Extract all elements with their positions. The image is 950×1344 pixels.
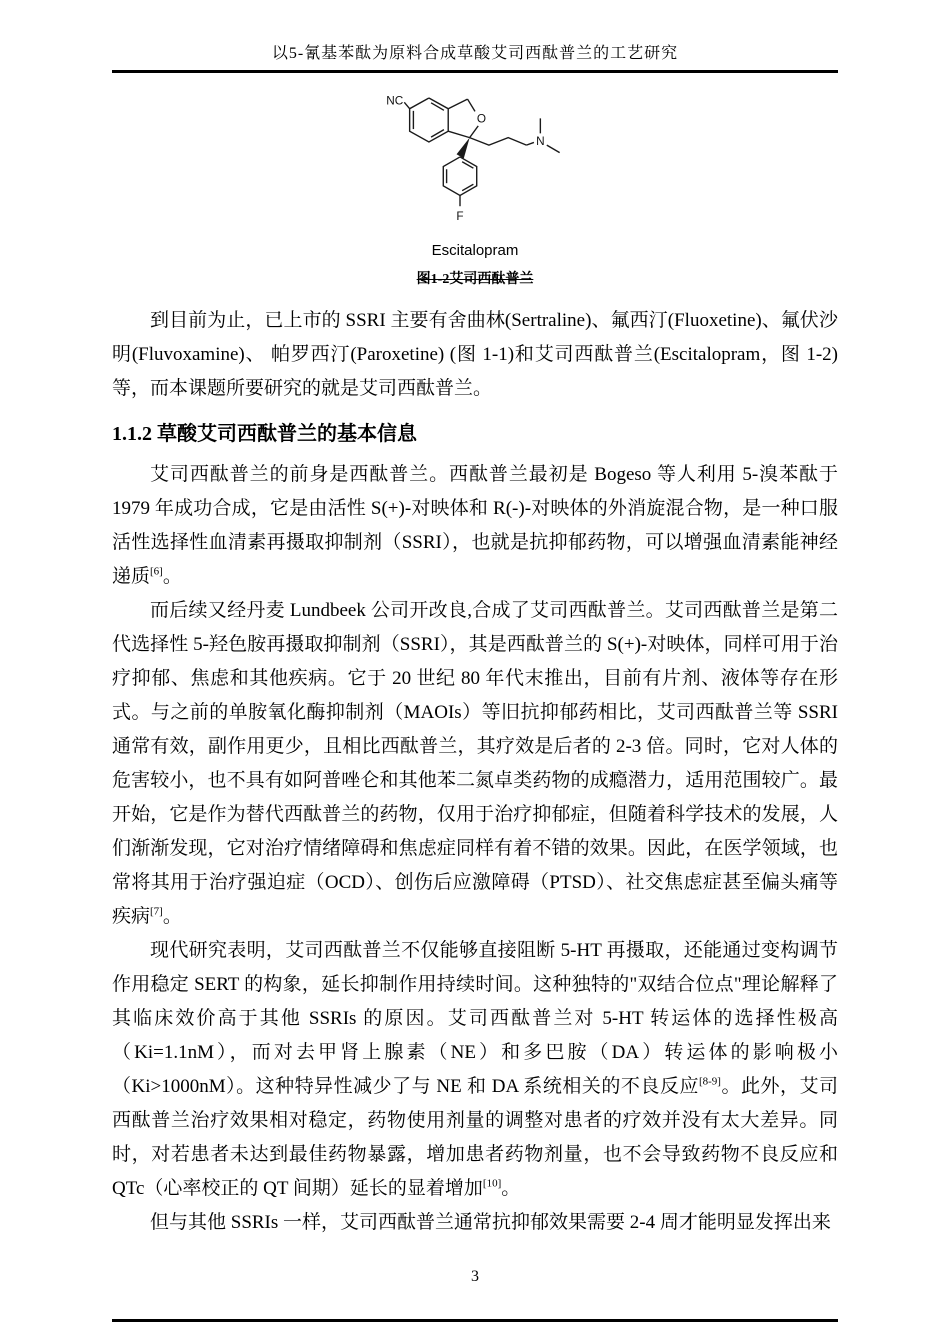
paragraph-modern-research (112, 934, 838, 1206)
section-heading-1-1-2: 1.1.2 草酸艾司西酞普兰的基本信息 (112, 423, 417, 445)
paragraph-escitalopram-development (112, 594, 838, 934)
nitrile-label: NC (386, 94, 404, 108)
text-run: 而后续又经丹麦 Lundbeek 公司开改良,合成了艾司西酞普兰。艾司西酞普兰是第二代选择性 5-羟色胺再摄取抑制剂（SSRI），其是西酞普兰的 S(+)-对映体，同样可用于治疗抑郁、焦虑和其他疾病。它于 20 世纪 80 年代末推出，目前有片剂、液体等存在形式。与之前的单胺氧化酶抑制剂（MAOIs）等旧抗抑郁药相比，艾司西酞普兰等 SSRI 通常有效，副作用更少，且相比西酞普兰，其疗效是后者的 2-3 倍。同时，它对人体的危害较小，也不具有如阿普唑仑和其他苯二氮卓类药物的成瘾潜力，适用范围较广。最开始，它是作为替代西酞普兰的药物，仅用于治疗抑郁症，但随着科学技术的发展，人们渐渐发现，它对治疗情绪障碍和焦虑症同样有着不错的效果。因此，在医学领域，也常将其用于治疗强迫症（OCD）、创伤后应激障碍（PTSD）、社交焦虑症甚至偏头痛等疾病 (112, 600, 838, 927)
citation-6: [6] (150, 565, 163, 578)
text-run: 现代研究表明，艾司西酞普兰不仅能够直接阻断 5-HT 再摄取，还能通过变构调节作用稳定 SERT 的构象，延长抑制作用持续时间。这种独特的"双结合位点"理论解释了其临床效价高于其他 SSRIs 的原因。艾司西酞普兰对 5-HT 转运体的选择性极高（Ki=1.1nM），而对去甲肾上腺素（NE）和多巴胺（DA）转运体的影响极小（Ki>1000nM）。这种特异性减少了与 NE 和 DA 系统相关的不良反应 (112, 940, 838, 1097)
nitrogen-label: N (536, 135, 545, 149)
citation-10: [10] (482, 1177, 502, 1190)
compound-name-label: Escitalopram (431, 242, 519, 259)
figure-1-2 (112, 83, 838, 288)
paragraph-ssri-overview: 到目前为止，已上市的 SSRI 主要有舍曲林(Sertraline)、氟西汀(Fluoxetine)、氟伏沙明(Fluvoxamine)、 帕罗西汀(Paroxetine) (图 1-1)和艾司西酞普兰(Escitalopram，图 1-2) 等，而本课题所要研究的就是艾司西酞普兰。 (112, 310, 838, 399)
citation-7: [7] (150, 905, 163, 918)
page-number: 3 (471, 1268, 479, 1285)
text-run: 艾司西酞普兰的前身是西酞普兰。西酞普兰最初是 Bogeso 等人利用 5-溴苯酞于 1979 年成功合成，它是由活性 S(+)-对映体和 R(-)-对映体的外消旋混合物，是一种口服活性选择性血清素再摄取抑制剂（SSRI），也就是抗抑郁药物，可以增强血清素能神经递质 (112, 464, 838, 587)
text-run: 。 (501, 1178, 521, 1199)
paragraph-onset-time: 但与其他 SSRIs 一样，艾司西酞普兰通常抗抑郁效果需要 2-4 周才能明显发挥出来 (150, 1212, 831, 1233)
oxygen-label: O (476, 112, 487, 126)
figure-caption: 图1-2艾司西酞普兰 (416, 272, 534, 287)
fluorine-label: F (456, 210, 464, 224)
text-run: 。 (162, 906, 182, 927)
text-run: 。 (162, 566, 182, 587)
footer-rule (112, 1319, 838, 1322)
running-header-title: 以5-氰基苯酞为原料合成草酸艾司西酞普兰的工艺研究 (112, 40, 838, 73)
text-run: 。此外，艾司西酞普兰治疗效果相对稳定，药物使用剂量的调整对患者的疗效并没有太大差异。同时，对若患者未达到最佳药物暴露，增加患者药物剂量，也不会导致药物不良反应和 QTc（心率校正的 QT 间期）延长的显着增加 (112, 1076, 838, 1199)
escitalopram-structure-drawing (373, 83, 577, 233)
citation-8-9: [8-9] (698, 1075, 721, 1088)
paragraph-citalopram-history (112, 458, 838, 594)
